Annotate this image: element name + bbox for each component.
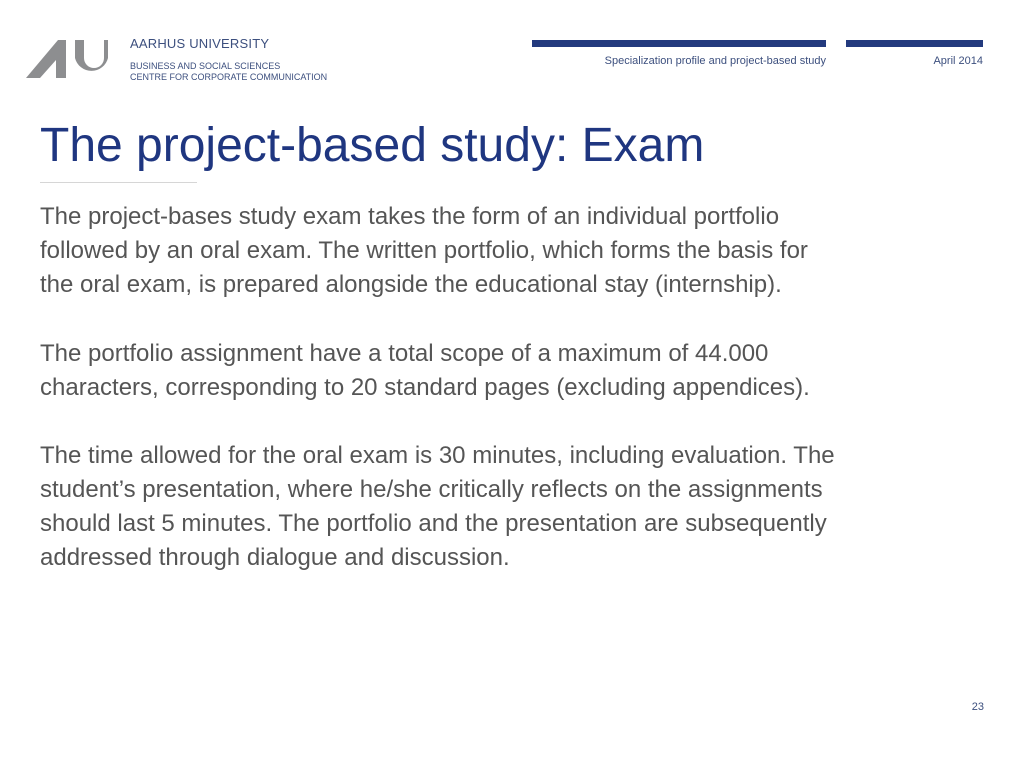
page-number: 23 <box>971 701 984 713</box>
text-line: should last 5 minutes. The portfolio and the presentation are subsequently <box>40 510 827 537</box>
text-line: followed by an oral exam. The written portfolio, which forms the basis for <box>40 237 808 264</box>
header-date: April 2014 <box>933 55 983 67</box>
faculty-line: BUSINESS AND SOCIAL SCIENCES <box>130 61 281 71</box>
header-accent-bar-topic <box>532 40 826 47</box>
text-line: characters, corresponding to 20 standard pages (excluding appendices). <box>40 374 810 401</box>
university-name: AARHUS UNIVERSITY <box>130 36 270 51</box>
aarhus-university-logo <box>26 36 108 78</box>
text-line: The portfolio assignment have a total scope of a maximum of 44.000 <box>40 340 769 367</box>
centre-line: CENTRE FOR CORPORATE COMMUNICATION <box>130 72 328 82</box>
text-line: student’s presentation, where he/she critically reflects on the assignments <box>40 476 823 503</box>
header-topic: Specialization profile and project-based study <box>604 55 826 67</box>
paragraph-oral-exam <box>40 439 1000 575</box>
text-line: the oral exam, is prepared alongside the educational stay (internship). <box>40 271 782 298</box>
paragraph-portfolio-scope <box>40 337 1000 405</box>
text-line: The project-bases study exam takes the form of an individual portfolio <box>40 203 780 230</box>
text-line: The time allowed for the oral exam is 30 minutes, including evaluation. The <box>40 442 835 469</box>
slide-title: The project-based study: Exam <box>40 119 705 172</box>
header-accent-bar-date <box>846 40 983 47</box>
paragraph-exam-form <box>40 200 1000 302</box>
title-divider <box>40 182 197 183</box>
text-line: addressed through dialogue and discussion. <box>40 544 510 571</box>
faculty-name <box>130 61 327 83</box>
